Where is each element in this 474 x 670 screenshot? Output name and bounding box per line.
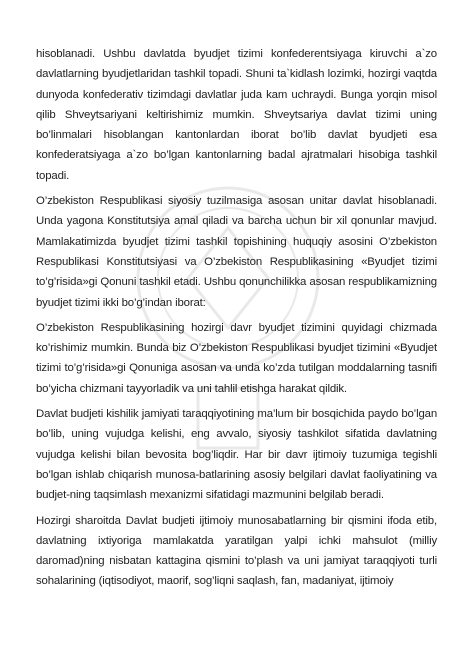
document-body	[36, 44, 437, 592]
paragraph-4: Davlat budjeti kishilik jamiyati taraqqiyotining ma’lum bir bosqichida paydo bo’lgan bo’lib, uning vujudga kelishi, eng avvalo, siyosiy tashkilot sifatida davlatning vujudga kelishi bilan bevosita bog’liqdir. Har bir davr ijtimoiy tuzumiga tegishli bo’lgan ishlab chiqarish munosa-batlarining asosiy belgilari davlat faoliyatining va budjet-ning taqsimlash mexanizmi sifatidagi mazmunini belgilab beradi.	[36, 408, 437, 502]
paragraph-5: Hozirgi sharoitda Davlat budjeti ijtimoiy munosabatlarning bir qismini ifoda etib, davlatning ixtiyoriga mamlakatda yaratilgan yalpi ichki mahsulot (milliy daromad)ning nisbatan kattagina qismini to’plash va uni jamiyat taraqqiyoti turli sohalarining (iqtisodiyot, maorif, sog’liqni saqlash, fan, madaniyat, ijtimoiy	[36, 514, 437, 588]
paragraph-1: hisoblanadi. Ushbu davlatda byudjet tizimi konfederentsiyaga kiruvchi a`zo davlatlarning byudjetlaridan tashkil topadi. Shuni ta`kidlash lozimki, hozirgi vaqtda dunyoda konfederativ tizimdagi davlatlar juda kam uchraydi. Bunga yorqin misol qilib Shveytsariyani keltirishimiz mumkin. Shveytsariya davlat tizimi uning bo’linmalari hisoblangan kantonlardan iborat bo’lib davlat byudjeti esa konfederatsiyaga a`zo bo’lgan kantonlarning badal ajratmalari hisobiga tashkil topadi.	[36, 48, 437, 182]
paragraph-3: O’zbekiston Respublikasining hozirgi davr byudjet tizimini quyidagi chizmada ko’rishimiz mumkin. Bunda biz O’zbekiston Respublikasi byudjet tizimini «Byudjet tizimi to’g’risida»gi Qonuniga asosan va unda ko’zda tutilgan moddalarning tasnifi bo’yicha chizmani tayyorladik va uni tahlil etishga harakat qildik.	[36, 321, 437, 395]
paragraph-2: O’zbekiston Respublikasi siyosiy tuzilmasiga asosan unitar davlat hisoblanadi. Unda yagona Konstitutsiya amal qiladi va barcha uchun bir xil qonunlar mavjud. Mamlakatimizda byudjet tizimi tashkil topishining huquqiy asosini O’zbekiston Respublikasi Konstitutsiyasi va O’zbekiston Respublikasining «Byudjet tizimi to’g’risida»gi Qonuni tashkil etadi. Ushbu qonunchilikka asosan respublikamizning byudjet tizimi ikki bo’g’indan iborat:	[36, 195, 437, 309]
